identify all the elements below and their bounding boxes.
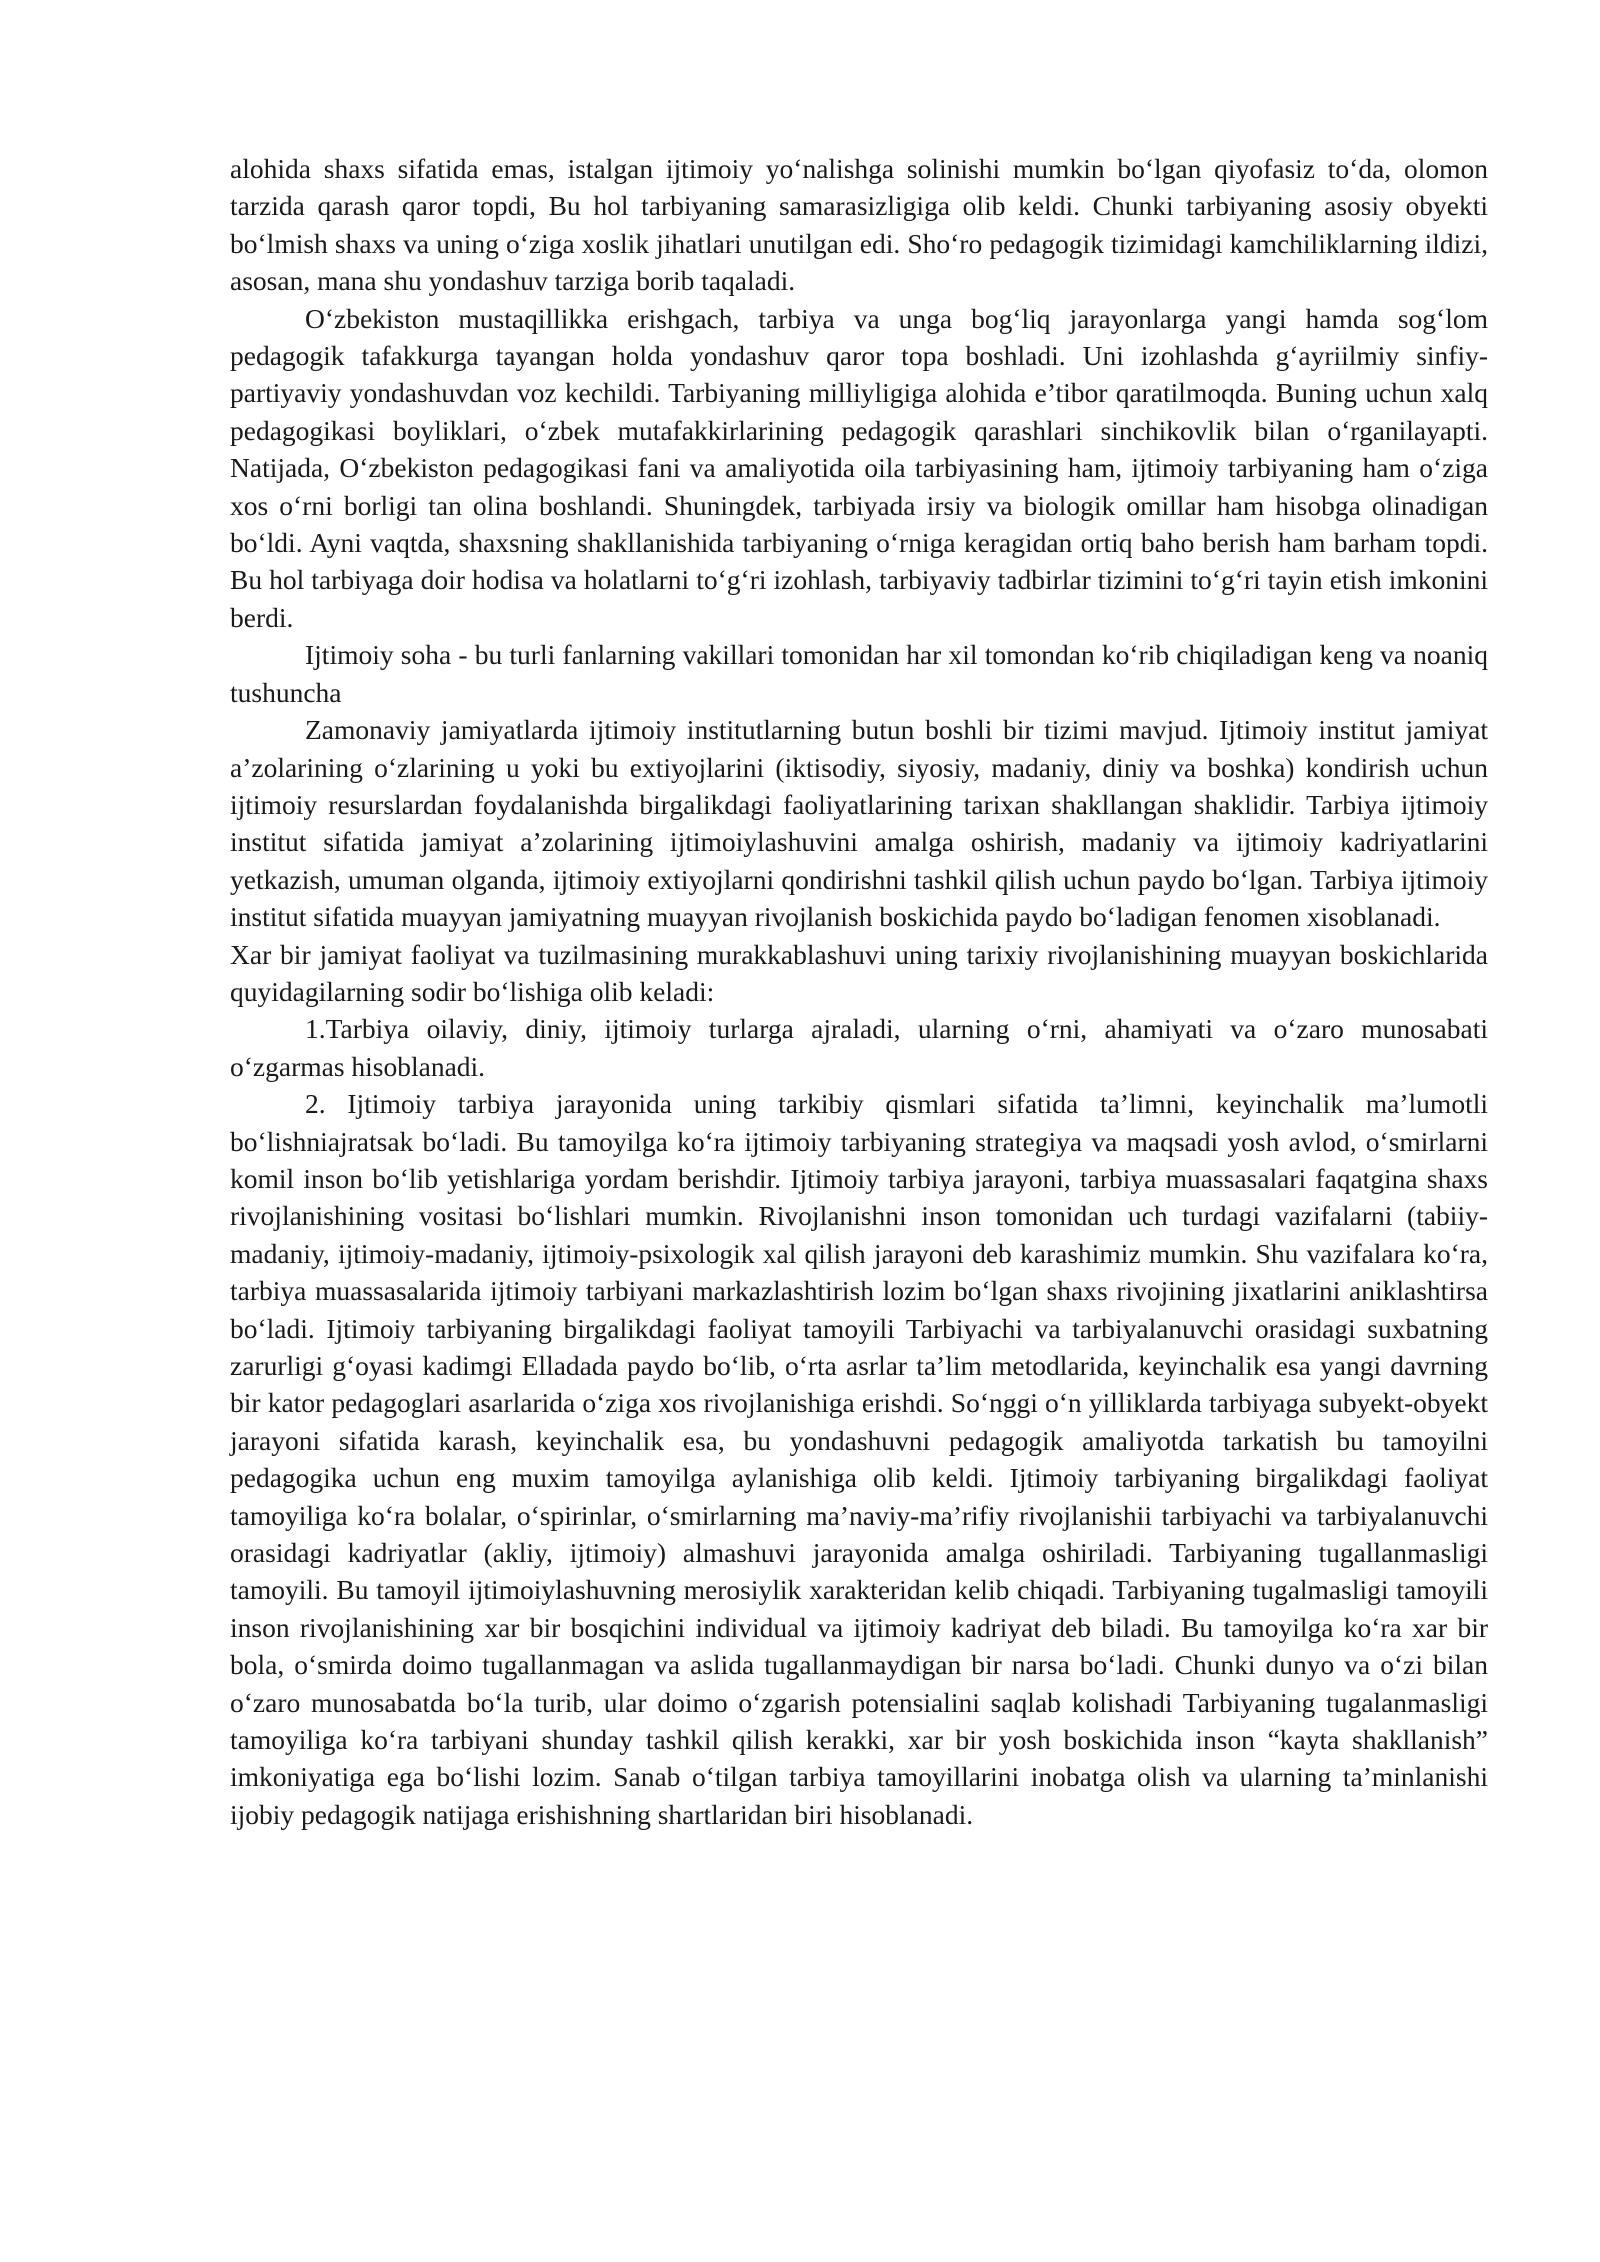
paragraph-5: Xar bir jamiyat faoliyat va tuzilmasining murakkablashuvi uning tarixiy rivojlanishining muayyan boskichlarida quyidagilarning sodir bo‘lishiga olib keladi: — [230, 938, 1488, 1007]
paragraph-2: O‘zbekiston mustaqillikka erishgach, tarbiya va unga bog‘liq jarayonlarga yangi hamda sog‘lom pedagogik tafakkurga tayangan holda yondashuv qaror topa boshladi. Uni izohlashda g‘ayriilmiy sinfiy-partiyaviy yondashuvdan voz kechildi. Tarbiyaning milliyligiga alohida e’tibor qaratilmoqda. Buning uchun xalq pedagogikasi boyliklari, o‘zbek mutafakkirlarining pedagogik qarashlari sinchikovlik bilan o‘rganilayapti. Natijada, O‘zbekiston pedagogikasi fani va amaliyotida oila tarbiyasining ham, ijtimoiy tarbiyaning ham o‘ziga xos o‘rni borligi tan olina boshlandi. Shuningdek, tarbiyada irsiy va biologik omillar ham hisobga olinadigan bo‘ldi. Ayni vaqtda, shaxsning shakllanishida tarbiyaning o‘rniga keragidan ortiq baho berish ham barham topdi. Bu hol tarbiyaga doir hodisa va holatlarni to‘g‘ri izohlash, tarbiyaviy tadbirlar tizimini to‘g‘ri tayin etish imkonini berdi. — [230, 302, 1488, 633]
paragraph-3: Ijtimoiy soha - bu turli fanlarning vakillari tomonidan har xil tomondan ko‘rib chiqiladigan keng va noaniq tushuncha — [230, 639, 1488, 708]
paragraph-1: alohida shaxs sifatida emas, istalgan ijtimoiy yo‘nalishga solinishi mumkin bo‘lgan qiyofasiz to‘da, olomon tarzida qarash qaror topdi, Bu hol tarbiyaning samarasizligiga olib keldi. Chunki tarbiyaning asosiy obyekti bo‘lmish shaxs va uning o‘ziga xoslik jihatlari unutilgan edi. Sho‘ro pedagogik tizimidagi kamchiliklarning ildizi, asosan, mana shu yondashuv tarziga borib taqaladi. — [230, 153, 1488, 297]
paragraph-6-list-item-1: 1.Tarbiya oilaviy, diniy, ijtimoiy turlarga ajraladi, ularning o‘rni, ahamiyati va o‘zaro munosabati o‘zgarmas hisoblanadi. — [230, 1013, 1488, 1082]
document-page — [230, 150, 1488, 1833]
paragraph-7-list-item-2: 2. Ijtimoiy tarbiya jarayonida uning tarkibiy qismlari sifatida ta’limni, keyinchalik ma’lumotli bo‘lishniajratsak bo‘ladi. Bu tamoyilga ko‘ra ijtimoiy tarbiyaning strategiya va maqsadi yosh avlod, o‘smirlarni komil inson bo‘lib yetishlariga yordam berishdir. Ijtimoiy tarbiya jarayoni, tarbiya muassasalari faqatgina shaxs rivojlanishining vositasi bo‘lishlari mumkin. Rivojlanishni inson tomonidan uch turdagi vazifalarni (tabiiy-madaniy, ijtimoiy-madaniy, ijtimoiy-psixologik xal qilish jarayoni deb karashimiz mumkin. Shu vazifalara ko‘ra, tarbiya muassasalarida ijtimoiy tarbiyani markazlashtirish lozim bo‘lgan shaxs rivojining jixatlarini aniklashtirsa bo‘ladi. Ijtimoiy tarbiyaning birgalikdagi faoliyat tamoyili Tarbiyachi va tarbiyalanuvchi orasidagi suxbatning zarurligi g‘oyasi kadimgi Elladada paydo bo‘lib, o‘rta asrlar ta’lim metodlarida, keyinchalik esa yangi davrning bir kator pedagoglari asarlarida o‘ziga xos rivojlanishiga erishdi. So‘nggi o‘n yilliklarda tarbiyaga subyekt-obyekt jarayoni sifatida karash, keyinchalik esa, bu yondashuvni pedagogik amaliyotda tarkatish bu tamoyilni pedagogika uchun eng muxim tamoyilga aylanishiga olib keldi. Ijtimoiy tarbiyaning birgalikdagi faoliyat tamoyiliga ko‘ra bolalar, o‘spirinlar, o‘smirlarning ma’naviy-ma’rifiy rivojlanishii tarbiyachi va tarbiyalanuvchi orasidagi kadriyatlar (akliy, ijtimoiy) almashuvi jarayonida amalga oshiriladi. Tarbiyaning tugallanmasligi tamoyili. Bu tamoyil ijtimoiylashuvning merosiylik xarakteridan kelib chiqadi. Tarbiyaning tugalmasligi tamoyili inson rivojlanishining xar bir bosqichini individual va ijtimoiy kadriyat deb biladi. Bu tamoyilga ko‘ra xar bir bola, o‘smirda doimo tugallanmagan va aslida tugallanmaydigan bir narsa bo‘ladi. Chunki dunyo va o‘zi bilan o‘zaro munosabatda bo‘la turib, ular doimo o‘zgarish potensialini saqlab kolishadi Tarbiyaning tugalanmasligi tamoyiliga ko‘ra tarbiyani shunday tashkil qilish kerakki, xar bir yosh boskichida inson “kayta shakllanish” imkoniyatiga ega bo‘lishi lozim. Sanab o‘tilgan tarbiya tamoyillarini inobatga olish va ularning ta’minlanishi ijobiy pedagogik natijaga erishishning shartlaridan biri hisoblanadi. — [230, 1088, 1488, 1830]
paragraph-4: Zamonaviy jamiyatlarda ijtimoiy institutlarning butun boshli bir tizimi mavjud. Ijtimoiy institut jamiyat a’zolarining o‘zlarining u yoki bu extiyojlarini (iktisodiy, siyosiy, madaniy, diniy va boshka) kondirish uchun ijtimoiy resurslardan foydalanishda birgalikdagi faoliyatlarining tarixan shakllangan shaklidir. Tarbiya ijtimoiy institut sifatida jamiyat a’zolarining ijtimoiylashuvini amalga oshirish, madaniy va ijtimoiy kadriyatlarini yetkazish, umuman olganda, ijtimoiy extiyojlarni qondirishni tashkil qilish uchun paydo bo‘lgan. Tarbiya ijtimoiy institut sifatida muayyan jamiyatning muayyan rivojlanish boskichida paydo bo‘ladigan fenomen xisoblanadi. — [230, 714, 1488, 933]
